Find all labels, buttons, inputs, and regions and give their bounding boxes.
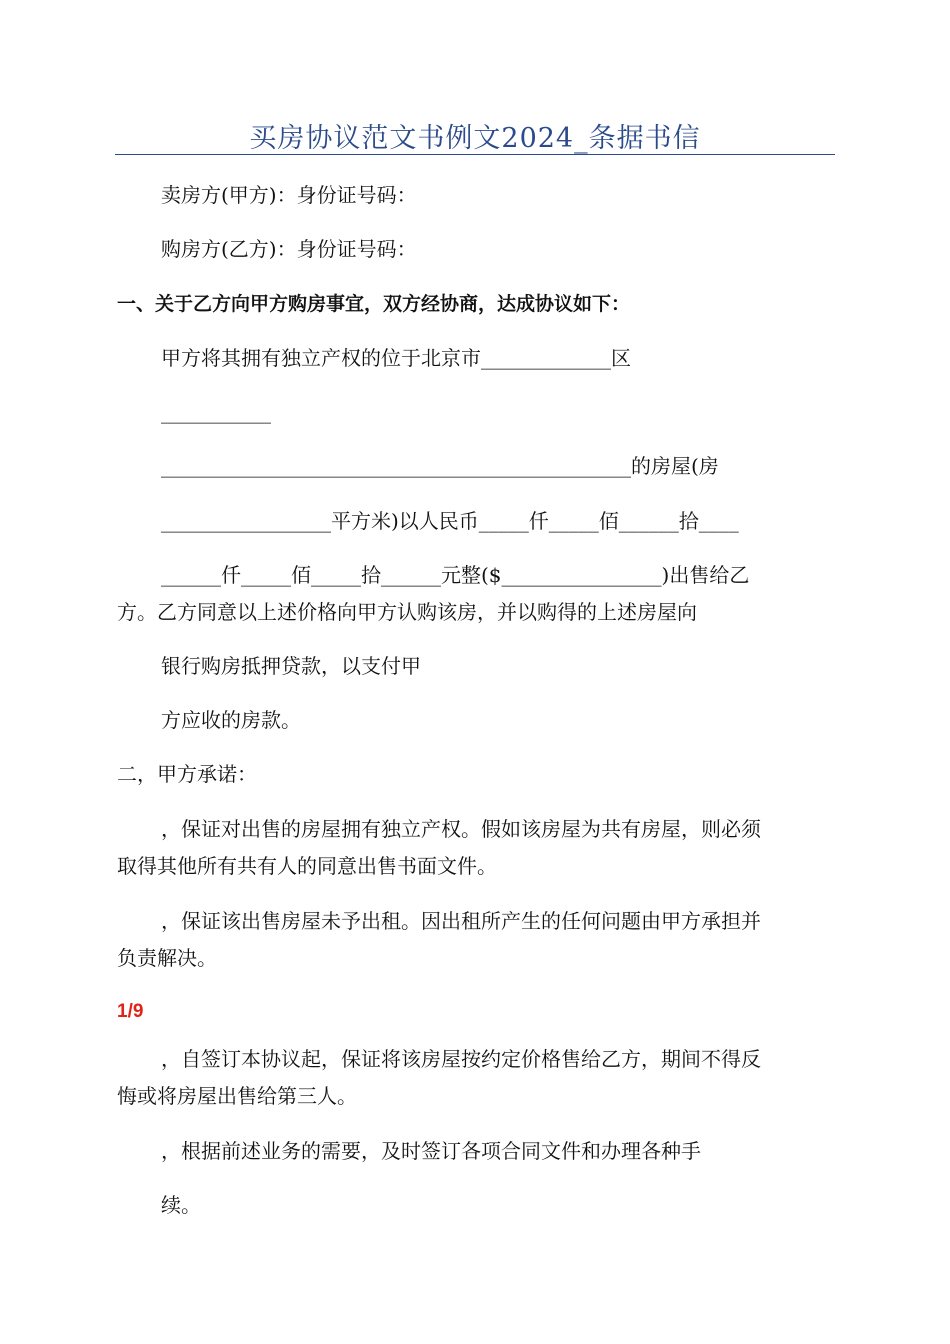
paragraph-line: ___________ [161, 400, 271, 424]
document-title: 买房协议范文书例文2024_条据书信 [249, 123, 701, 154]
paragraph-line: 方。乙方同意以上述价格向甲方认购该房，并以购得的上述房屋向 [117, 600, 697, 624]
paragraph-line: ，保证该出售房屋未予出租。因出租所产生的任何问题由甲方承担并 [161, 909, 761, 933]
section-one-heading: 一、关于乙方向甲方购房事宜，双方经协商，达成协议如下： [117, 293, 631, 315]
paragraph-line: 甲方将其拥有独立产权的位于北京市_____________区 [161, 346, 631, 370]
paragraph-line: _________________平方米)以人民币_____仟_____佰______拾____ [161, 509, 739, 533]
paragraph-line: 银行购房抵押贷款，以支付甲 [161, 654, 421, 678]
paragraph-line: 悔或将房屋出售给第三人。 [117, 1084, 357, 1108]
paragraph-line: 方应收的房款。 [161, 708, 301, 732]
paragraph-line: 负责解决。 [117, 946, 217, 970]
paragraph-line: 取得其他所有共有人的同意出售书面文件。 [117, 854, 497, 878]
buyer-line: 购房方(乙方)：身份证号码： [161, 237, 417, 261]
paragraph-line: _______________________________________________的房屋(房 [161, 454, 719, 478]
page-number: 1/9 [117, 1001, 144, 1022]
section-two-heading: 二，甲方承诺： [117, 762, 257, 786]
paragraph-line: ______仟_____佰_____拾______元整($________________)出售给乙 [161, 563, 750, 587]
paragraph-line: ，自签订本协议起，保证将该房屋按约定价格售给乙方，期间不得反 [161, 1047, 761, 1071]
paragraph-line: ，保证对出售的房屋拥有独立产权。假如该房屋为共有房屋，则必须 [161, 817, 761, 841]
paragraph-line: 续。 [161, 1193, 201, 1217]
seller-line: 卖房方(甲方)：身份证号码： [161, 183, 417, 207]
title-underline [115, 154, 835, 155]
paragraph-line: ，根据前述业务的需要，及时签订各项合同文件和办理各种手 [161, 1139, 701, 1163]
